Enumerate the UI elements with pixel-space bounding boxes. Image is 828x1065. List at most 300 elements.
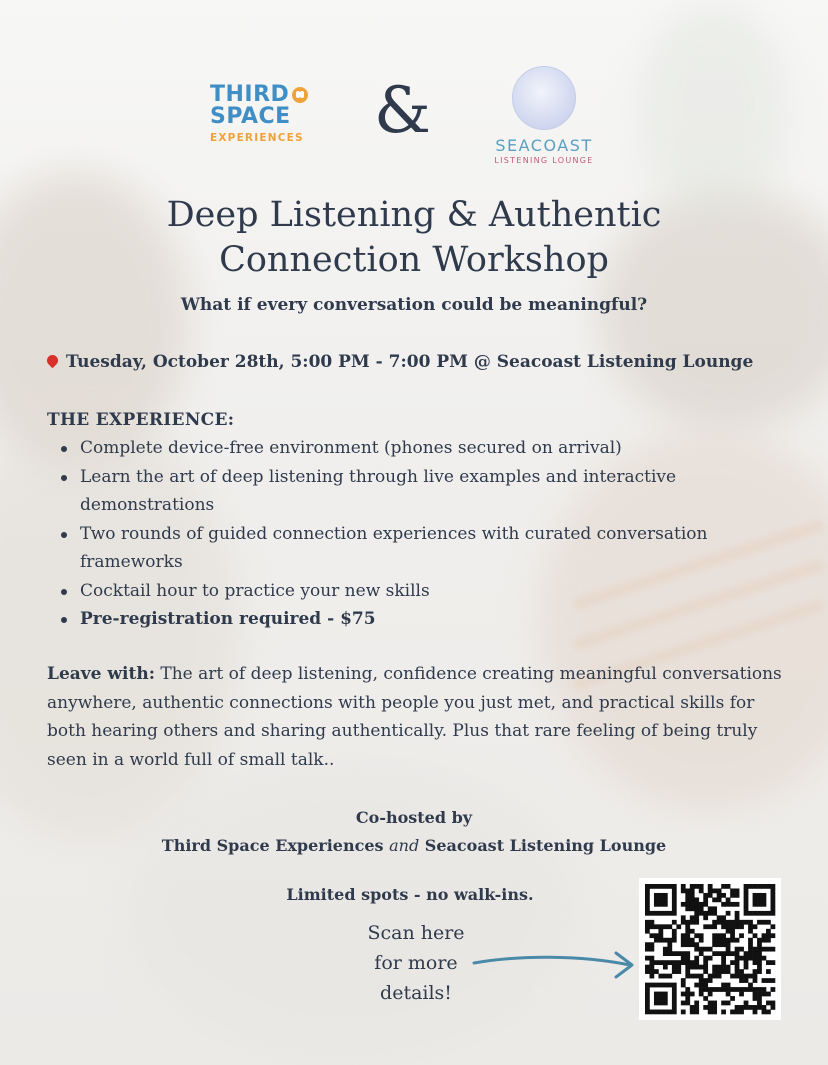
qr-module [685,929,690,934]
scan-line2: for more [374,952,458,974]
cohost-and: and [389,836,420,855]
qr-module [649,1010,654,1015]
map-pin-icon [45,352,61,368]
qr-module [730,920,735,925]
qr-module [672,996,677,1001]
qr-module [735,965,740,970]
qr-module [712,987,717,992]
qr-module [672,911,677,916]
qr-module [771,906,776,911]
qr-module [667,974,672,979]
qr-module [654,893,659,898]
qr-module [744,906,749,911]
page-title [60,193,768,283]
qr-module [681,888,686,893]
qr-module [654,983,659,988]
event-when: Tuesday, October 28th, 5:00 PM - 7:00 PM @ Seacoast Listening Lounge [66,352,754,372]
qr-module [690,906,695,911]
qr-module [721,915,726,920]
qr-module [663,965,668,970]
qr-module [739,947,744,952]
qr-module [685,951,690,956]
qr-module [658,924,663,929]
qr-module [708,974,713,979]
qr-module [771,893,776,898]
qr-module [645,884,650,889]
leave-with-paragraph [47,660,787,774]
qr-module [694,884,699,889]
qr-module [699,965,704,970]
qr-module [658,960,663,965]
cohost-host1: Third Space Experiences [161,836,384,855]
qr-module [717,951,722,956]
qr-module [712,1010,717,1015]
qr-module [735,915,740,920]
qr-module [757,960,762,965]
qr-module [645,969,650,974]
qr-module [735,1005,740,1010]
qr-module [703,978,708,983]
qr-module [645,965,650,970]
qr-module [766,929,771,934]
qr-module [658,974,663,979]
qr-module [649,974,654,979]
qr-module [721,884,726,889]
qr-module [735,920,740,925]
qr-module [685,920,690,925]
qr-module [757,996,762,1001]
qr-module [699,906,704,911]
qr-module [658,996,663,1001]
qr-module [717,915,722,920]
qr-module [739,974,744,979]
qr-module [739,992,744,997]
qr-module [690,929,695,934]
qr-module [685,897,690,902]
qr-module [672,897,677,902]
qr-module [685,933,690,938]
qr-module [699,902,704,907]
qr-module [762,893,767,898]
qr-module [681,938,686,943]
qr-module [694,897,699,902]
qr-module [681,992,686,997]
qr-module [712,888,717,893]
qr-module [771,960,776,965]
qr-module [672,884,677,889]
third-space-logo-line1: THIRD [210,82,290,107]
seacoast-logo-name: SEACOAST [495,136,593,155]
qr-module [735,987,740,992]
qr-module [766,960,771,965]
qr-module [757,911,762,916]
qr-module [658,938,663,943]
qr-module [712,906,717,911]
qr-module [658,933,663,938]
qr-module [771,924,776,929]
qr-module [694,960,699,965]
qr-module [730,933,735,938]
qr-module [694,933,699,938]
limited-spots: Limited spots - no walk-ins. [286,885,534,904]
qr-module [663,951,668,956]
qr-module [757,897,762,902]
qr-module [753,951,758,956]
qr-module [762,911,767,916]
qr-module [703,893,708,898]
qr-module [694,947,699,952]
qr-module [771,911,776,916]
qr-module [703,956,708,961]
qr-module [672,893,677,898]
qr-module [753,956,758,961]
qr-module [712,942,717,947]
qr-module [672,1010,677,1015]
qr-module [663,924,668,929]
qr-module [645,924,650,929]
qr-module [672,888,677,893]
qr-module [771,933,776,938]
qr-module [658,983,663,988]
qr-module [654,902,659,907]
qr-module [757,902,762,907]
third-space-logo-icon [292,87,308,103]
qr-module [748,983,753,988]
qr-module [726,947,731,952]
qr-module [690,1010,695,1015]
qr-module [762,920,767,925]
qr-module [645,987,650,992]
qr-module [744,888,749,893]
qr-module [739,987,744,992]
qr-module [672,960,677,965]
ampersand: & [374,74,431,148]
qr-module [721,983,726,988]
experience-heading: THE EXPERIENCE: [47,410,235,430]
qr-module [762,1010,767,1015]
qr-module [690,974,695,979]
qr-module [703,1005,708,1010]
qr-module [721,938,726,943]
qr-module [735,974,740,979]
qr-module [735,938,740,943]
qr-module [771,1005,776,1010]
scan-line1: Scan here [367,922,465,944]
qr-module [766,911,771,916]
qr-module [721,969,726,974]
qr-module [726,938,731,943]
qr-module [726,983,731,988]
qr-module [730,902,735,907]
qr-module [735,969,740,974]
qr-module [663,947,668,952]
qr-module [654,884,659,889]
qr-module [681,933,686,938]
qr-module [694,906,699,911]
qr-module [703,947,708,952]
qr-module [762,938,767,943]
qr-module [721,893,726,898]
cohost-names [60,832,768,860]
qr-module [672,969,677,974]
qr-module [748,956,753,961]
qr-module [690,897,695,902]
qr-module [757,987,762,992]
qr-module [649,942,654,947]
qr-module [649,933,654,938]
qr-module [685,942,690,947]
qr-module [649,920,654,925]
qr-module [717,920,722,925]
qr-module [766,920,771,925]
qr-module [712,920,717,925]
qr-module [645,906,650,911]
qr-module [771,888,776,893]
qr-module [735,911,740,916]
qr-module [708,956,713,961]
qr-module [658,884,663,889]
qr-module [739,920,744,925]
qr-module [672,987,677,992]
qr-module [654,1001,659,1006]
qr-module [753,969,758,974]
qr-module [753,933,758,938]
qr-module [721,1001,726,1006]
qr-module [712,951,717,956]
qr-module [699,933,704,938]
qr-module [753,987,758,992]
qr-module [690,1005,695,1010]
qr-module [681,915,686,920]
event-details [47,352,753,372]
qr-module [762,1005,767,1010]
qr-module [726,987,731,992]
qr-module [685,888,690,893]
qr-module [739,1010,744,1015]
qr-module [663,983,668,988]
qr-module [753,974,758,979]
qr-module [676,960,681,965]
qr-module [708,1001,713,1006]
qr-module [690,888,695,893]
qr-module [663,938,668,943]
list-item: Complete device-free environment (phones secured on arrival) [56,434,796,463]
qr-module [690,893,695,898]
qr-module [739,933,744,938]
qr-module [744,1005,749,1010]
qr-module [649,983,654,988]
qr-module [748,938,753,943]
qr-module [753,884,758,889]
qr-module [654,924,659,929]
qr-module [645,983,650,988]
qr-module [753,897,758,902]
qr-module [681,956,686,961]
qr-module [730,929,735,934]
subtitle: What if every conversation could be meaningful? [180,295,648,315]
qr-module [676,924,681,929]
qr-module [730,987,735,992]
qr-module [726,969,731,974]
qr-module [744,965,749,970]
qr-module [699,978,704,983]
qr-module [708,911,713,916]
qr-module [757,965,762,970]
qr-module [739,969,744,974]
qr-module [681,960,686,965]
qr-module [771,947,776,952]
qr-module [753,1005,758,1010]
qr-module [654,969,659,974]
qr-module [654,1010,659,1015]
qr-module [735,947,740,952]
qr-module [748,929,753,934]
scan-prompt [346,918,486,1008]
qr-module [771,978,776,983]
qr-module [726,1001,731,1006]
qr-module [708,947,713,952]
qr-module [703,996,708,1001]
qr-module [735,924,740,929]
qr-module [654,960,659,965]
qr-module [753,992,758,997]
qr-module [690,992,695,997]
qr-module [645,897,650,902]
qr-code[interactable] [639,878,781,1020]
qr-module [672,992,677,997]
qr-module [762,987,767,992]
qr-module [681,983,686,988]
qr-module [717,965,722,970]
third-space-logo [210,84,330,144]
qr-module [649,911,654,916]
qr-module [645,942,650,947]
qr-module [654,933,659,938]
qr-module [685,938,690,943]
qr-module [694,920,699,925]
qr-module [726,911,731,916]
qr-module [730,938,735,943]
qr-module [753,978,758,983]
qr-module [699,974,704,979]
qr-module [757,947,762,952]
qr-module [667,924,672,929]
qr-module [685,924,690,929]
qr-module [685,996,690,1001]
qr-module [726,965,731,970]
qr-module [735,888,740,893]
qr-module [744,902,749,907]
qr-module [649,924,654,929]
qr-module [663,902,668,907]
qr-module [739,956,744,961]
qr-module [654,996,659,1001]
qr-module [690,902,695,907]
qr-module [726,929,731,934]
qr-module [690,942,695,947]
qr-module [667,947,672,952]
qr-module [703,915,708,920]
qr-module [645,893,650,898]
qr-module [753,947,758,952]
qr-module [672,1001,677,1006]
qr-module [762,947,767,952]
qr-module [663,1001,668,1006]
qr-module [735,960,740,965]
qr-module [645,1005,650,1010]
qr-module [717,893,722,898]
qr-module [694,1001,699,1006]
qr-module [753,902,758,907]
qr-module [744,1001,749,1006]
qr-module [658,897,663,902]
qr-module [730,1010,735,1015]
qr-module [699,987,704,992]
qr-module [654,897,659,902]
qr-module [663,992,668,997]
qr-module [663,893,668,898]
qr-module [748,942,753,947]
qr-module [766,933,771,938]
qr-module [649,956,654,961]
qr-module [726,884,731,889]
qr-module [649,884,654,889]
qr-module [658,911,663,916]
qr-module [645,911,650,916]
qr-module [663,897,668,902]
qr-module [726,897,731,902]
qr-module [667,951,672,956]
qr-module [726,920,731,925]
list-item: Cocktail hour to practice your new skills [56,577,796,606]
qr-module [721,902,726,907]
qr-module [708,884,713,889]
qr-module [699,884,704,889]
qr-module [757,1005,762,1010]
qr-module [753,924,758,929]
qr-module [672,929,677,934]
qr-module [694,965,699,970]
qr-module [708,992,713,997]
qr-module [717,933,722,938]
qr-module [771,987,776,992]
qr-module [681,902,686,907]
qr-module [712,965,717,970]
qr-module [721,951,726,956]
qr-module [730,960,735,965]
qr-module [663,1010,668,1015]
qr-module [681,1001,686,1006]
qr-module [762,978,767,983]
qr-module [757,956,762,961]
qr-module [685,893,690,898]
qr-module [663,884,668,889]
qr-module [717,974,722,979]
qr-module [654,938,659,943]
qr-module [667,938,672,943]
qr-module [690,884,695,889]
qr-module [672,965,677,970]
qr-module [708,987,713,992]
qr-module [757,938,762,943]
qr-module [672,938,677,943]
qr-module [667,960,672,965]
qr-module [703,965,708,970]
qr-module [766,992,771,997]
qr-module [703,911,708,916]
qr-module [694,1005,699,1010]
scan-line3: details! [380,982,452,1004]
